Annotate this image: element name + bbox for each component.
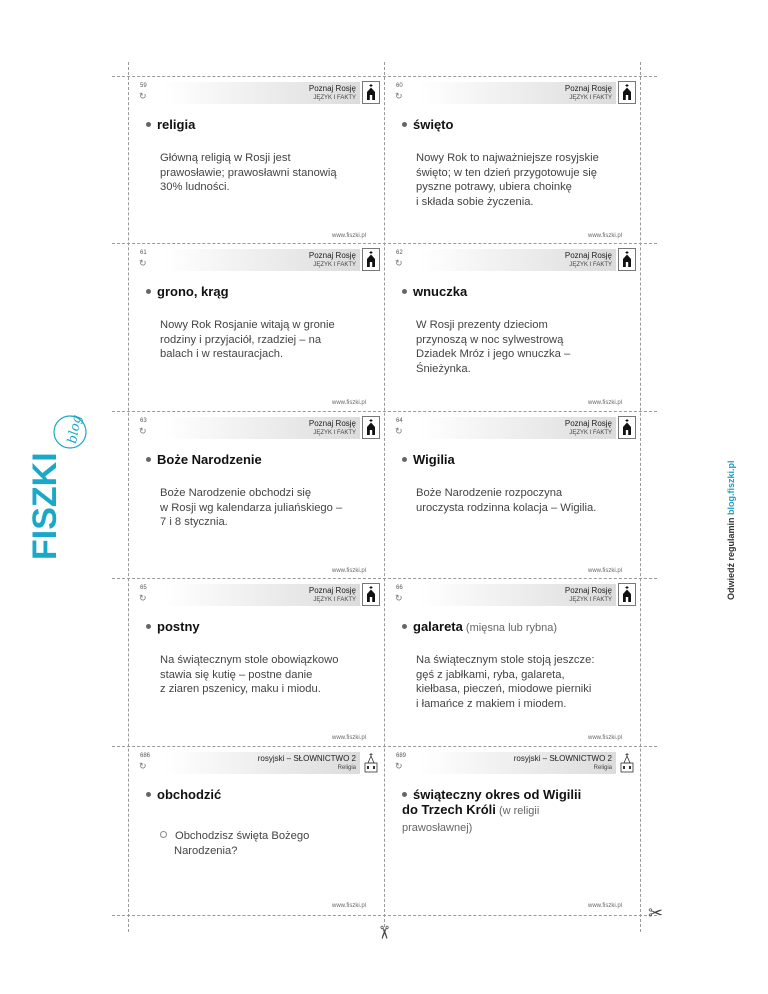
- card-term: [402, 117, 630, 134]
- card-header: [164, 417, 360, 439]
- term-text: grono, krąg: [157, 284, 229, 299]
- card-description: Boże Narodzenie rozpoczyna uroczysta rodzinna kolacja – Wigilia.: [416, 487, 597, 514]
- card-description: Obchodzisz święta Bożego Narodzenia?: [174, 829, 372, 858]
- rotate-icon: ↻: [395, 426, 403, 436]
- church-icon: [362, 416, 380, 439]
- rotate-icon: ↻: [139, 91, 147, 101]
- card-number: 60: [396, 83, 403, 89]
- card-term: [146, 619, 374, 636]
- card-number: 61: [140, 250, 147, 256]
- card-term: [146, 787, 374, 804]
- card-header-subtitle: JĘZYK I FAKTY: [569, 430, 612, 436]
- bullet-icon: [146, 624, 151, 629]
- card-header-title: Poznaj Rosję: [564, 586, 612, 595]
- card-number: 689: [396, 753, 407, 759]
- card-header-title: Poznaj Rosję: [564, 84, 612, 93]
- card-header-title: Poznaj Rosję: [564, 251, 612, 260]
- card-header-subtitle: JĘZYK I FAKTY: [569, 262, 612, 268]
- card-header-title: Poznaj Rosję: [308, 419, 356, 428]
- card-website: www.fiszki.pl: [331, 903, 366, 909]
- flashcard: [128, 77, 384, 245]
- card-number: 59: [140, 83, 147, 89]
- card-header-subtitle: JĘZYK I FAKTY: [569, 95, 612, 101]
- card-number: 62: [396, 250, 403, 256]
- card-header: [164, 82, 360, 104]
- cut-line: [640, 62, 641, 932]
- term-text: postny: [157, 619, 200, 634]
- church-icon: [362, 81, 380, 104]
- card-website: www.fiszki.pl: [587, 233, 622, 239]
- card-header: [164, 752, 360, 774]
- card-header-subtitle: JĘZYK I FAKTY: [313, 95, 356, 101]
- card-header: [420, 752, 616, 774]
- flashcard: [384, 244, 640, 412]
- regulations-text: Odwiedź regulamin: [726, 514, 736, 600]
- card-header-subtitle: JĘZYK I FAKTY: [313, 262, 356, 268]
- term-text: religia: [157, 117, 196, 132]
- rotate-icon: ↻: [139, 258, 147, 268]
- card-number: 63: [140, 418, 147, 424]
- card-number: 65: [140, 585, 147, 591]
- bullet-icon: [402, 792, 407, 797]
- card-description: Na świątecznym stole stoją jeszcze: gęś z jabłkami, ryba, galareta, kiełbasa, pieczeń, miodowe pierniki i łamańce z makiem i miodem.: [416, 654, 595, 710]
- bullet-icon: [402, 122, 407, 127]
- church-icon: [618, 416, 636, 439]
- bullet-icon: [146, 122, 151, 127]
- scissors-icon: ✂: [374, 924, 395, 941]
- rotate-icon: ↻: [395, 258, 403, 268]
- church-icon: [362, 248, 380, 271]
- card-term: [146, 452, 374, 469]
- card-website: www.fiszki.pl: [331, 233, 366, 239]
- term-text: galareta: [413, 619, 463, 634]
- card-number: 66: [396, 585, 403, 591]
- church-icon: [362, 583, 380, 606]
- card-header: [164, 249, 360, 271]
- card-header-title: rosyjski – SŁOWNICTWO 2: [513, 754, 612, 763]
- card-term: [402, 619, 630, 636]
- card-number: 64: [396, 418, 403, 424]
- card-header-subtitle: JĘZYK I FAKTY: [313, 597, 356, 603]
- regulations-link[interactable]: blog.fiszki.pl: [726, 460, 736, 515]
- card-term: [402, 284, 630, 301]
- flashcard: [384, 579, 640, 747]
- card-header-title: Poznaj Rosję: [308, 84, 356, 93]
- flashcard: [128, 579, 384, 747]
- term-text: świąteczny okres od Wigilii do Trzech Króli: [402, 787, 582, 817]
- term-text: wnuczka: [413, 284, 468, 299]
- term-note: (mięsna lub rybna): [462, 622, 558, 634]
- card-description: Na świątecznym stole obowiązkowo stawia się kutię – postne danie z ziaren pszenicy, maku i miodu.: [160, 654, 339, 696]
- card-header: [164, 584, 360, 606]
- card-header-subtitle: Religia: [593, 765, 612, 771]
- card-description: Główną religią w Rosji jest prawosławie; prawosławni stanowią 30% ludności.: [160, 152, 337, 194]
- blog-tag: blog: [65, 413, 85, 445]
- term-text: obchodzić: [157, 787, 222, 802]
- card-website: www.fiszki.pl: [587, 735, 622, 741]
- term-note: (w religii prawosławnej): [402, 805, 540, 834]
- card-website: www.fiszki.pl: [331, 735, 366, 741]
- card-description: Nowy Rok Rosjanie witają w gronie rodziny i przyjaciół, rzadziej – na balach i w restauracjach.: [160, 319, 335, 361]
- term-text: święto: [413, 117, 454, 132]
- fiszki-logo: [26, 410, 96, 570]
- card-header: [420, 584, 616, 606]
- scissors-icon: ✂: [648, 903, 664, 923]
- flashcard: [384, 77, 640, 245]
- logo-text: FISZKI: [26, 452, 64, 560]
- rotate-icon: ↻: [395, 593, 403, 603]
- flashcard: [128, 244, 384, 412]
- flashcard: [128, 747, 384, 915]
- rotate-icon: ↻: [395, 91, 403, 101]
- regulations-note: [726, 460, 736, 600]
- term-text: Wigilia: [413, 452, 455, 467]
- church-icon: [362, 751, 380, 774]
- rotate-icon: ↻: [139, 761, 147, 771]
- card-header-subtitle: JĘZYK I FAKTY: [313, 430, 356, 436]
- church-icon: [618, 751, 636, 774]
- card-header-title: Poznaj Rosję: [308, 586, 356, 595]
- flashcard: [384, 412, 640, 580]
- flashcard: [384, 747, 640, 915]
- card-term: [402, 787, 630, 836]
- card-header-subtitle: JĘZYK I FAKTY: [569, 597, 612, 603]
- card-header: [420, 417, 616, 439]
- card-website: www.fiszki.pl: [587, 400, 622, 406]
- card-term: [146, 117, 374, 134]
- card-term: [402, 452, 630, 469]
- bullet-icon: [146, 792, 151, 797]
- bullet-icon: [402, 289, 407, 294]
- card-number: 686: [140, 753, 151, 759]
- card-description: Nowy Rok to najważniejsze rosyjskie święto; w ten dzień przygotowuje się pyszne potrawy, ubiera choinkę i składa sobie życzenia.: [416, 152, 599, 208]
- card-website: www.fiszki.pl: [331, 400, 366, 406]
- church-icon: [618, 248, 636, 271]
- bullet-icon: [146, 289, 151, 294]
- card-header-title: Poznaj Rosję: [564, 419, 612, 428]
- card-header: [420, 249, 616, 271]
- flashcard: [128, 412, 384, 580]
- card-website: www.fiszki.pl: [587, 903, 622, 909]
- church-icon: [618, 583, 636, 606]
- card-description: W Rosji prezenty dzieciom przynoszą w noc sylwestrową Dziadek Mróz i jego wnuczka – Śnieżynka.: [416, 319, 571, 375]
- rotate-icon: ↻: [139, 426, 147, 436]
- term-text: Boże Narodzenie: [157, 452, 262, 467]
- card-header: [420, 82, 616, 104]
- card-website: www.fiszki.pl: [331, 568, 366, 574]
- rotate-icon: ↻: [139, 593, 147, 603]
- church-icon: [618, 81, 636, 104]
- card-description: Boże Narodzenie obchodzi się w Rosji wg kalendarza juliańskiego – 7 i 8 stycznia.: [160, 487, 343, 529]
- card-header-subtitle: Religia: [337, 765, 356, 771]
- bullet-icon: [146, 457, 151, 462]
- card-website: www.fiszki.pl: [587, 568, 622, 574]
- card-header-title: Poznaj Rosję: [308, 251, 356, 260]
- rotate-icon: ↻: [395, 761, 403, 771]
- card-header-title: rosyjski – SŁOWNICTWO 2: [257, 754, 356, 763]
- bullet-icon: [402, 624, 407, 629]
- card-term: [146, 284, 374, 301]
- bullet-icon: [402, 457, 407, 462]
